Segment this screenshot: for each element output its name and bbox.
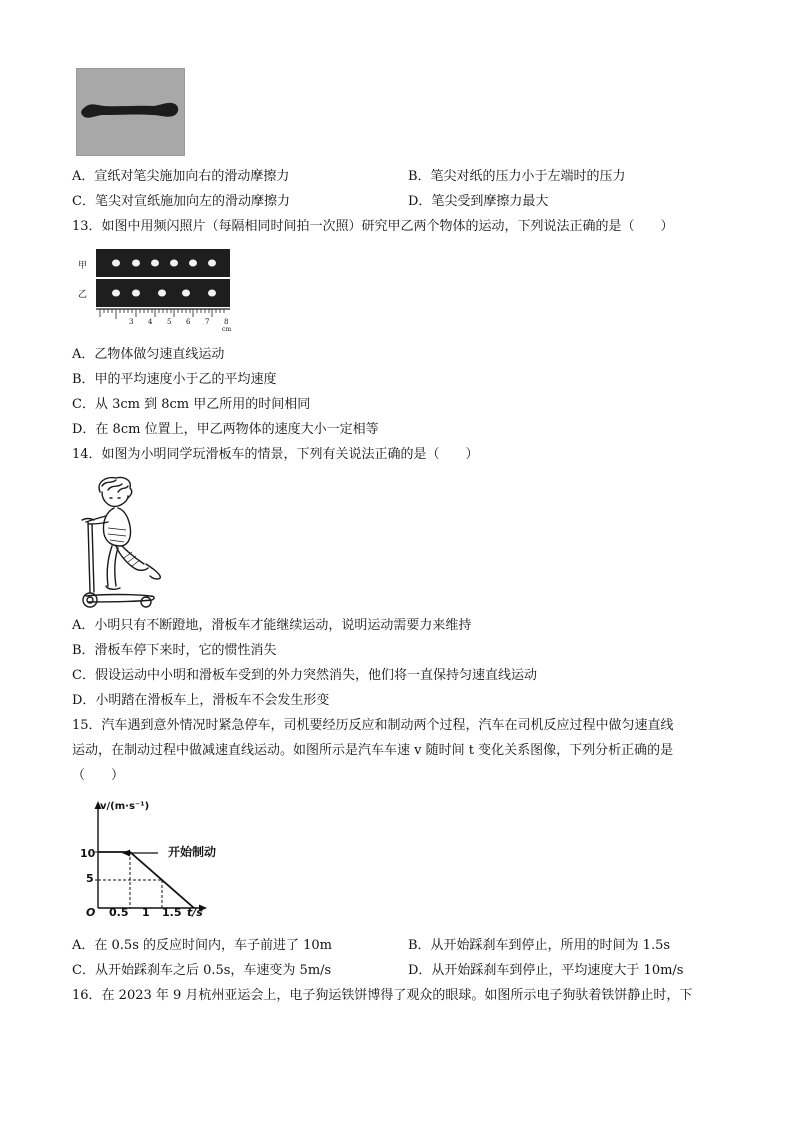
- strobe-photo: [94, 247, 234, 333]
- ruler-label-3: 3: [129, 318, 134, 326]
- q14-option-c: C．假设运动中小明和滑板车受到的外力突然消失，他们将一直保持匀速直线运动: [72, 668, 537, 683]
- x-tick-label-0.5: 0.5: [109, 906, 129, 919]
- row-label-yi: 乙: [78, 290, 88, 300]
- velocity-time-graph: [80, 798, 234, 924]
- q15-option-b: B．从开始踩刹车到停止，所用的时间为 1.5s: [408, 938, 671, 953]
- plot-layer: [95, 852, 194, 908]
- q15-stem-line2: 运动，在制动过程中做减速直线运动。如图所示是汽车车速 v 随时间 t 变化关系图像，下列分析正确的是: [72, 743, 674, 758]
- scooter-boy-illustration: [72, 472, 172, 610]
- q13-option-a: A．乙物体做匀速直线运动: [72, 347, 225, 362]
- ruler-unit: cm: [222, 326, 232, 333]
- q15-option-a: A．在 0.5s 的反应时间内，车子前进了 10m: [72, 938, 333, 953]
- q14-stem: 14．如图为小明同学玩滑板车的情景，下列有关说法正确的是（ ）: [72, 447, 479, 462]
- q15-stem-line1: 15．汽车遇到意外情况时紧急停车，司机要经历反应和制动两个过程，汽车在司机反应过程中做匀速直线: [72, 718, 674, 733]
- q12-option-a: A．宣纸对笔尖施加向右的滑动摩擦力: [72, 169, 290, 184]
- annotation-arrow-head: [122, 850, 130, 857]
- q15-stem-line3: （ ）: [72, 768, 125, 783]
- q13-option-b: B．甲的平均速度小于乙的平均速度: [72, 372, 277, 387]
- ruler-label-6: 6: [186, 318, 191, 326]
- q12-option-d: D．笔尖受到摩擦力最大: [408, 194, 549, 209]
- strobe-photo-figure: [74, 247, 234, 333]
- x-axis-label: t/s: [187, 906, 203, 919]
- q16-stem: 16．在 2023 年 9 月杭州亚运会上，电子狗运铁饼博得了观众的眼球。如图所示电子狗驮着铁饼静止时，下: [72, 988, 693, 1003]
- x-tick-label-1: 1: [142, 906, 150, 919]
- ruler-label-8: 8: [224, 318, 229, 326]
- brush-stroke-photo: [76, 68, 185, 156]
- q15-option-c: C．从开始踩刹车之后 0.5s，车速变为 5m/s: [72, 963, 332, 978]
- y-axis-label: v/(m·s⁻¹): [100, 801, 150, 812]
- origin-label: O: [86, 906, 96, 919]
- q13-option-d: D．在 8cm 位置上，甲乙两物体的速度大小一定相等: [72, 422, 379, 437]
- y-tick-label-5: 5: [86, 872, 94, 885]
- q14-option-a: A．小明只有不断蹬地，滑板车才能继续运动，说明运动需要力来维持: [72, 618, 472, 633]
- x-tick-label-1.5: 1.5: [162, 906, 182, 919]
- q13-stem: 13．如图中用频闪照片（每隔相同时间拍一次照）研究甲乙两个物体的运动，下列说法正确的是（ ）: [72, 219, 674, 234]
- q12-option-c: C．笔尖对宣纸施加向左的滑动摩擦力: [72, 194, 290, 209]
- ruler-label-5: 5: [167, 318, 172, 326]
- vt-graph-svg: [84, 798, 234, 924]
- q13-option-c: C．从 3cm 到 8cm 甲乙所用的时间相同: [72, 397, 311, 412]
- annotation-label: 开始制动: [168, 845, 217, 859]
- q14-option-b: B．滑板车停下来时，它的惯性消失: [72, 643, 277, 658]
- ruler-label-4: 4: [148, 318, 153, 326]
- q15-option-d: D．从开始踩刹车到停止，平均速度大于 10m/s: [408, 963, 684, 978]
- row-label-jia: 甲: [78, 261, 88, 271]
- y-tick-label-10: 10: [80, 847, 96, 860]
- ruler-label-7: 7: [205, 318, 210, 326]
- q14-option-d: D．小明踏在滑板车上，滑板车不会发生形变: [72, 693, 330, 708]
- q12-option-b: B．笔尖对纸的压力小于左端时的压力: [408, 169, 626, 184]
